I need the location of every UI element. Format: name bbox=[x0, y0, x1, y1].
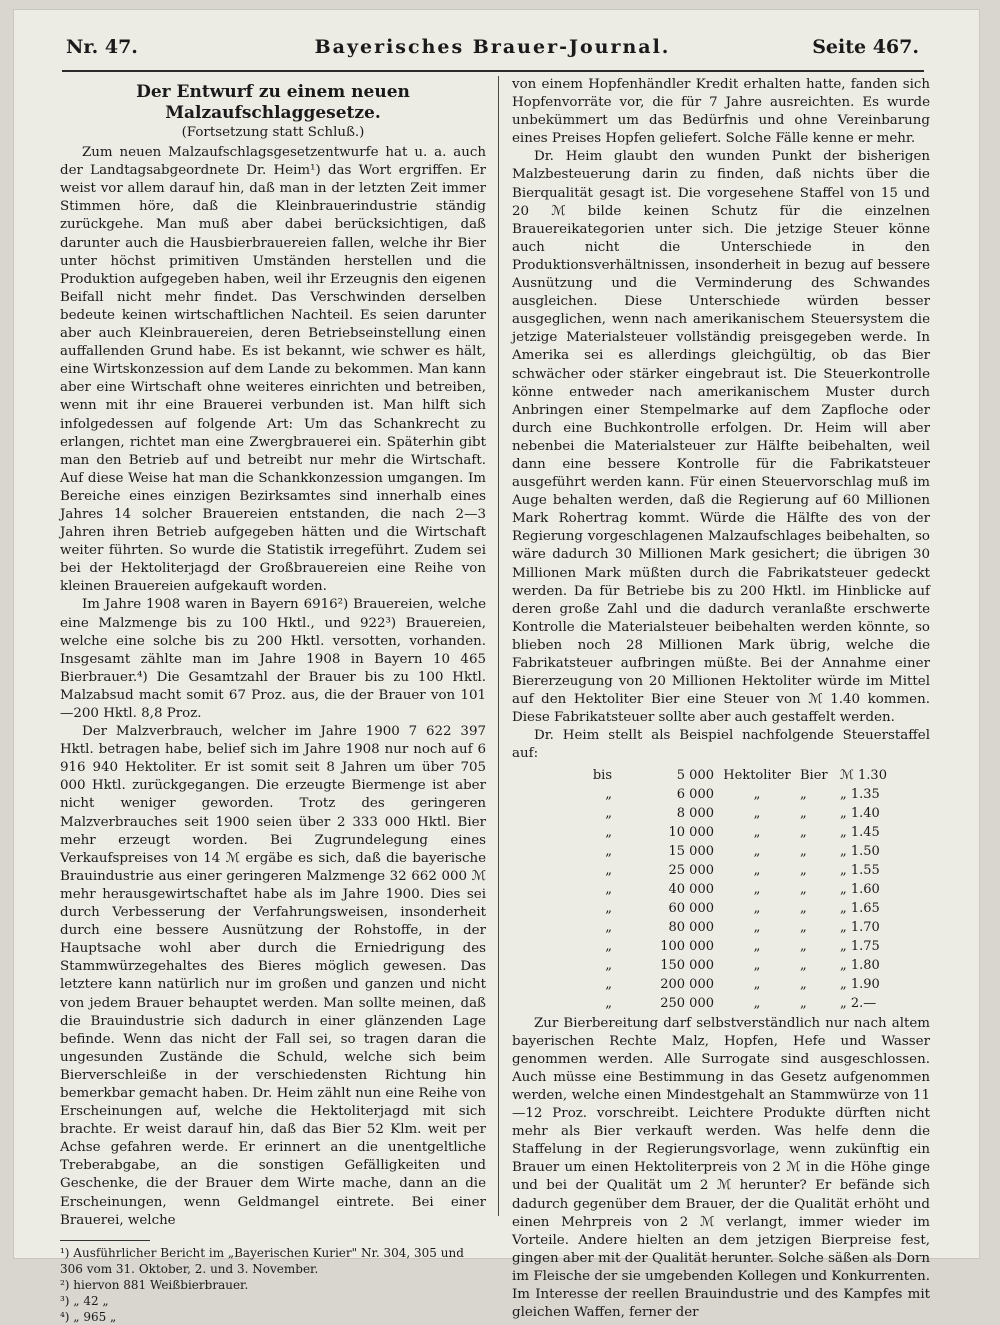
paragraph: Im Jahre 1908 waren in Bayern 6916²) Brauereien, welche eine Malzmenge bis zu 100 Hktl., und 922³) Brauereien, welche eine solche bis zu 200 Hktl. versotten, vorhanden. Insgesamt zählte man im Jahre 1908 in Bayern 10 465 Bierbrauer.⁴) Die Gesamtzahl der Brauer bis zu 100 Hktl. Malzabsud macht somit 67 Proz. aus, die der Brauer von 101—200 Hktl. 8,8 Proz. bbox=[60, 597, 486, 721]
scale-amount: 8 000 bbox=[676, 805, 714, 821]
scale-price: ℳ 1.30 bbox=[840, 767, 887, 783]
scale-price: „ 1.80 bbox=[840, 957, 880, 973]
footnote: ²) hiervon 881 Weißbierbrauer. bbox=[60, 1277, 249, 1292]
column-divider bbox=[498, 76, 499, 1216]
scale-item: „ bbox=[800, 957, 807, 973]
tax-scale-row bbox=[512, 956, 930, 975]
footnote: ¹) Ausführlicher Bericht im „Bayerischen Kurier" Nr. 304, 305 und 306 vom 31. Oktober, 2. und 3. November. bbox=[60, 1245, 464, 1276]
paragraph: Der Malzverbrauch, welcher im Jahre 1900 7 622 397 Hktl. betragen habe, belief sich im Jahre 1908 nur noch auf 6 916 940 Hektoliter. Er ist somit seit 8 Jahren um über 705 000 Hktl. zurückgegangen. Die erzeugte Biermenge ist aber nicht weniger geworden. Trotz des geringeren Malzverbrauches seit 1900 seien über 2 333 000 Hktl. Bier mehr erzeugt worden. Bei Zugrundelegung eines Verkaufspreises von 14 ℳ ergäbe es sich, daß die bayerische Brauindustrie aus einer geringeren Malzmenge 32 662 000 ℳ mehr herausgewirtschaftet habe als im Jahre 1900. Dies sei durch Verbesserung der Verfahrungsweisen, insonderheit durch eine bessere Ausnützung der Rohstoffe, in der Hauptsache wohl aber durch die Erniedrigung des Stammwürzegehaltes des Bieres möglich gewesen. Das letztere kann natürlich nur im großen und ganzen und nicht von jedem Brauer behauptet werden. Man sollte meinen, daß die Brauindustrie sich dadurch in einer glänzenden Lage befinde. Wenn das nicht der Fall sei, so tragen daran die ungesunden Zustände die Schuld, welche sich beim Bierverschleiße in der verschiedensten Richtung hin bemerkbar gemacht haben. Dr. Heim zählt nun eine Reihe von Erscheinungen auf, welche die Hektoliterjagd mit sich brachte. Er weist darauf hin, daß das Bier 52 Klm. weit per Achse gefahren werde. Er erinnert an die unentgeltliche Treberabgabe, an die sonstigen Gefälligkeiten und Geschenke, die der Brauer dem Wirte mache, dann an die Erscheinungen, wenn Geldmangel eintrete. Bei einer Brauerei, welche bbox=[60, 724, 486, 1228]
scale-amount: 150 000 bbox=[660, 957, 714, 973]
scale-unit: „ bbox=[753, 957, 761, 973]
tax-scale-table bbox=[512, 766, 930, 1013]
tax-scale-row bbox=[512, 842, 930, 861]
scale-unit: Hektoliter bbox=[723, 767, 791, 783]
tax-scale-row bbox=[512, 880, 930, 899]
scale-prefix: bis bbox=[592, 767, 612, 783]
scale-prefix: „ bbox=[605, 786, 612, 802]
scale-prefix: „ bbox=[605, 938, 612, 954]
scale-unit: „ bbox=[753, 995, 761, 1011]
scale-prefix: „ bbox=[605, 976, 612, 992]
scale-prefix: „ bbox=[605, 881, 612, 897]
scale-prefix: „ bbox=[605, 900, 612, 916]
footnote-rule bbox=[60, 1240, 150, 1241]
tax-scale-row bbox=[512, 766, 930, 785]
scale-item: „ bbox=[800, 824, 807, 840]
scale-item: „ bbox=[800, 995, 807, 1011]
scale-item: Bier bbox=[800, 767, 828, 783]
tax-scale-row bbox=[512, 861, 930, 880]
left-column bbox=[60, 76, 486, 1324]
scale-unit: „ bbox=[753, 881, 761, 897]
scale-item: „ bbox=[800, 862, 807, 878]
article-title: Der Entwurf zu einem neuen Malzaufschlaggesetze. bbox=[136, 82, 410, 123]
paragraph: Zum neuen Malzaufschlagsgesetzentwurfe hat u. a. auch der Landtagsabgeordnete Dr. Heim¹) das Wort ergriffen. Er weist vor allem darauf hin, daß man in der letzten Zeit immer Stimmen höre, daß die Kleinbrauerindustrie ständig zurückgehe. Man muß aber dabei berücksichtigen, daß darunter auch die Hausbierbrauereien fallen, welche ihr Bier unter höchst primitiven Umständen herstellen und die Produktion aufgegeben haben, weil ihr Erzeugnis den eigenen Beifall nicht mehr findet. Das Verschwinden derselben bedeute keinen wirtschaftlichen Nachteil. Es seien darunter aber auch Kleinbrauereien, deren Betriebseinstellung einen auffallenden Grund habe. Es ist bekannt, wie schwer es hält, eine Wirtskonzession auf dem Lande zu bekommen. Man kann aber eine Wirtschaft ohne weiteres einrichten und betreiben, wenn mit ihr eine Brauerei verbunden ist. Man hilft sich infolgedessen auf folgende Art: Um das Schankrecht zu erlangen, richtet man eine Zwergbrauerei ein. Späterhin gibt man den Betrieb auf und betreibt nur mehr die Wirtschaft. Auf diese Weise hat man die Schankkonzession umgangen. Im Bereiche eines einzigen Bezirksamtes sind innerhalb eines Jahres 14 solcher Brauereien entstanden, die nach 2—3 Jahren ihren Betrieb aufgegeben hätten und die Wirtschaft weiter führten. So wurde die Statistik irregeführt. Zudem sei bei der Hektoliterjagd der Großbrauereien eine Reihe von kleinen Brauereien aufgekauft worden. bbox=[60, 145, 486, 595]
scale-item: „ bbox=[800, 843, 807, 859]
scale-item: „ bbox=[800, 919, 807, 935]
scale-prefix: „ bbox=[605, 919, 612, 935]
tax-scale-row bbox=[512, 785, 930, 804]
tax-scale-row bbox=[512, 975, 930, 994]
paragraph: Dr. Heim glaubt den wunden Punkt der bisherigen Malzbesteuerung darin zu finden, daß nichts über die Bierqualität gesagt ist. Die vorgesehene Staffel von 15 und 20 ℳ bilde keinen Schutz für die einzelnen Brauereikategorien unter sich. Die jetzige Steuer könne auch nicht die Unterschiede in den Produktionsverhältnissen, insonderheit in bezug auf bessere Ausnützung und die Verminderung des Schwandes ausgleichen. Diese Unterschiede würden besser ausgeglichen, wenn nach amerikanischem Steuersystem die jetzige Materialsteuer vollständig preisgegeben werde. In Amerika sei es allerdings gleichgültig, ob das Bier schwächer oder stärker eingebraut ist. Die Steuerkontrolle könne entweder nach amerikanischem Muster durch Anbringen einer Stempelmarke auf dem Zapfloche oder durch eine Buchkontrolle erfolgen. Dr. Heim will aber nebenbei die Materialsteuer zur Hälfte beibehalten, weil dann eine bessere Kontrolle für die Fabrikatsteuer ausgeführt werden kann. Für einen Steuervorschlag muß im Auge behalten werden, daß die Regierung auf 60 Millionen Mark Rohertrag kommt. Würde die Hälfte des von der Regierung vorgeschlagenen Malzaufschlages beibehalten, so wäre dadurch 30 Millionen Mark gesichert; die übrigen 30 Millionen Mark müßten durch die Fabrikatsteuer gedeckt werden. Da für Betriebe bis zu 200 Hktl. im Hinblicke auf deren große Zahl und die dadurch veranlaßte erschwerte Kontrolle die Materialsteuer beibehalten werden könnte, so blieben noch 28 Millionen Mark übrig, welche die Fabrikatsteuer aufbringen müßte. Bei der Annahme einer Biererzeugung von 20 Millionen Hektoliter würde im Mittel auf den Hektoliter Bier eine Steuer von ℳ 1.40 kommen. Diese Fabrikatsteuer sollte aber auch gestaffelt werden. bbox=[512, 149, 930, 726]
tax-scale-row bbox=[512, 823, 930, 842]
scale-price: „ 1.65 bbox=[840, 900, 880, 916]
scale-item: „ bbox=[800, 881, 807, 897]
scale-amount: 25 000 bbox=[668, 862, 714, 878]
scale-price: „ 1.50 bbox=[840, 843, 880, 859]
paragraph: Zur Bierbereitung darf selbstverständlich nur nach altem bayerischen Rechte Malz, Hopfen, Hefe und Wasser genommen werden. Alle Surrogate sind ausgeschlossen. Auch müsse eine Bestimmung in das Gesetz aufgenommen werden, welche einen Mindestgehalt an Stammwürze von 11—12 Proz. vorschreibt. Leichtere Produkte dürften nicht mehr als Bier verkauft werden. Was helfe denn die Staffelung in der Regierungsvorlage, wenn zukünftig ein Brauer um einen Hektoliterpreis von 2 ℳ in die Höhe ginge und bei der Qualität um 2 ℳ herunter? Er befände sich dadurch gegenüber dem Brauer, der die Qualität erhöht und einen Mehrpreis von 2 ℳ verlangt, immer wieder im Vorteile. Andere hielten an dem jetzigen Bierpreise fest, gingen aber mit der Qualität herunter. Solche säßen als Dorn im Fleische der sie umgebenden Kollegen und Konkurrenten. Im Interesse der reellen Brauindustrie und des Kampfes mit gleichen Waffen, ferner der bbox=[512, 1015, 930, 1321]
scale-item: „ bbox=[800, 976, 807, 992]
scale-unit: „ bbox=[753, 862, 761, 878]
scale-amount: 15 000 bbox=[668, 843, 714, 859]
scale-amount: 250 000 bbox=[660, 995, 714, 1011]
scale-unit: „ bbox=[753, 900, 761, 916]
page-number: Seite 467. bbox=[812, 36, 919, 58]
tax-scale-row bbox=[512, 804, 930, 823]
scale-amount: 100 000 bbox=[660, 938, 714, 954]
scale-unit: „ bbox=[753, 843, 761, 859]
scale-price: „ 1.75 bbox=[840, 938, 880, 954]
paragraph: Dr. Heim stellt als Beispiel nachfolgende Steuerstaffel auf: bbox=[512, 728, 930, 762]
scale-price: „ 1.90 bbox=[840, 976, 880, 992]
issue-number: Nr. 47. bbox=[66, 36, 138, 58]
journal-page bbox=[14, 10, 979, 1324]
scale-price: „ 1.60 bbox=[840, 881, 880, 897]
scale-prefix: „ bbox=[605, 862, 612, 878]
scale-amount: 80 000 bbox=[668, 919, 714, 935]
scale-amount: 200 000 bbox=[660, 976, 714, 992]
tax-scale-row bbox=[512, 994, 930, 1013]
scale-amount: 5 000 bbox=[676, 767, 714, 783]
journal-title: Bayerisches Brauer-Journal. bbox=[314, 36, 671, 58]
scale-amount: 6 000 bbox=[676, 786, 714, 802]
header-rule bbox=[62, 70, 924, 72]
article-subtitle: (Fortsetzung statt Schluß.) bbox=[181, 125, 365, 140]
tax-scale-row bbox=[512, 918, 930, 937]
scale-unit: „ bbox=[753, 824, 761, 840]
scale-prefix: „ bbox=[605, 995, 612, 1011]
scale-price: „ 1.35 bbox=[840, 786, 880, 802]
scale-price: „ 1.70 bbox=[840, 919, 880, 935]
tax-scale-row bbox=[512, 899, 930, 918]
page-header bbox=[66, 36, 919, 66]
scale-item: „ bbox=[800, 805, 807, 821]
scale-amount: 10 000 bbox=[668, 824, 714, 840]
tax-scale-row bbox=[512, 937, 930, 956]
scale-price: „ 1.55 bbox=[840, 862, 880, 878]
scale-unit: „ bbox=[753, 805, 761, 821]
scale-item: „ bbox=[800, 786, 807, 802]
scale-prefix: „ bbox=[605, 824, 612, 840]
scale-prefix: „ bbox=[605, 805, 612, 821]
right-column bbox=[512, 76, 930, 1321]
scale-price: „ 2.— bbox=[840, 995, 877, 1011]
footnote: ³) „ 42 „ bbox=[60, 1293, 109, 1308]
scale-price: „ 1.45 bbox=[840, 824, 880, 840]
scale-unit: „ bbox=[753, 938, 761, 954]
paragraph: von einem Hopfenhändler Kredit erhalten hatte, fanden sich Hopfenvorräte vor, die für 7 Jahre ausreichten. Es wurde unbekümmert um das Bedürfnis und ohne Vereinbarung eines Preises Hopfen geliefert. Solche Fälle kenne er mehr. bbox=[512, 77, 930, 147]
scale-unit: „ bbox=[753, 976, 761, 992]
scale-prefix: „ bbox=[605, 957, 612, 973]
scale-unit: „ bbox=[753, 919, 761, 935]
scale-item: „ bbox=[800, 938, 807, 954]
footnote: ⁴) „ 965 „ bbox=[60, 1309, 117, 1324]
scale-amount: 60 000 bbox=[668, 900, 714, 916]
scale-unit: „ bbox=[753, 786, 761, 802]
scale-price: „ 1.40 bbox=[840, 805, 880, 821]
scale-item: „ bbox=[800, 900, 807, 916]
scale-prefix: „ bbox=[605, 843, 612, 859]
scale-amount: 40 000 bbox=[668, 881, 714, 897]
